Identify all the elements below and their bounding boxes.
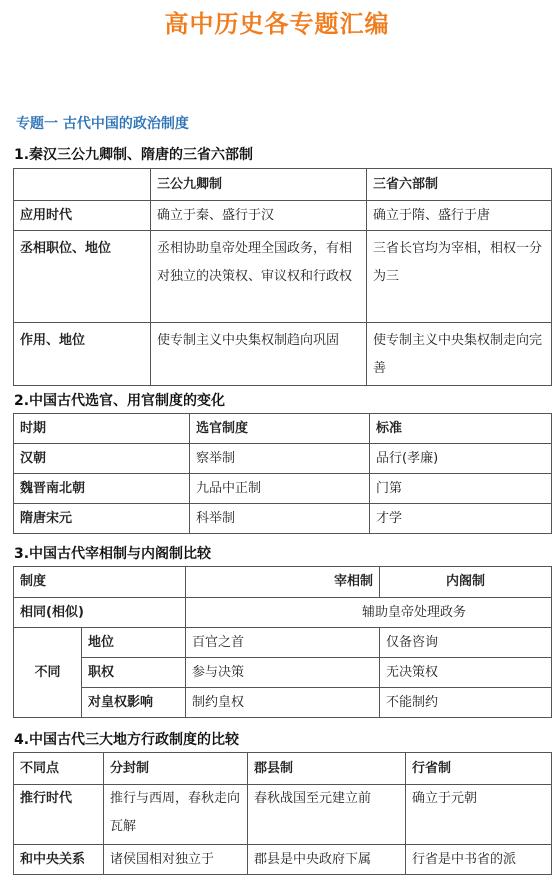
- section-2-heading: 2.中国古代选官、用官制度的变化: [14, 393, 226, 409]
- table-cell: 九品中正制: [190, 474, 370, 504]
- table-header-cell: 三公九卿制: [151, 169, 367, 201]
- table-header-cell: 郡县制: [248, 753, 406, 785]
- table-cell: 推行与西周，春秋走向瓦解: [104, 785, 248, 845]
- table-header-cell: 行省制: [406, 753, 552, 785]
- row-label: 推行时代: [14, 785, 104, 845]
- row-sublabel: 对皇权影响: [82, 688, 186, 718]
- table-cell: 确立于秦、盛行于汉: [151, 201, 367, 231]
- table-cell: 行省是中书省的派: [406, 845, 552, 875]
- table-row: [14, 231, 552, 323]
- table-row: [14, 201, 552, 231]
- section-4-heading: 4.中国古代三大地方行政制度的比较: [14, 732, 240, 748]
- table-cell: 丞相协助皇帝处理全国政务，有相对独立的决策权、审议权和行政权: [151, 231, 367, 323]
- table-header-cell: 制度: [14, 567, 186, 598]
- table-cell: 不能制约: [380, 688, 552, 718]
- table-cell: 才学: [370, 504, 552, 534]
- row-label: 魏晋南北朝: [14, 474, 190, 504]
- row-sublabel: 职权: [82, 658, 186, 688]
- table-cell: 确立于元朝: [406, 785, 552, 845]
- table-header-cell: 时期: [14, 414, 190, 444]
- row-label: 不同: [14, 628, 82, 718]
- table-cell: 三省长官均为宰相，相权一分为三: [367, 231, 552, 323]
- table-header-cell: 宰相制: [186, 567, 380, 598]
- table-header-row: [14, 567, 552, 598]
- table-sanGong-sanSheng: [13, 168, 552, 386]
- table-row: [14, 323, 552, 386]
- table-row: [14, 598, 552, 628]
- table-row: [14, 504, 552, 534]
- table-cell: 使专制主义中央集权制走向完善: [367, 323, 552, 386]
- row-label: 汉朝: [14, 444, 190, 474]
- table-header-cell: 选官制度: [190, 414, 370, 444]
- table-header-cell: 分封制: [104, 753, 248, 785]
- row-label: 隋唐宋元: [14, 504, 190, 534]
- table-row: [14, 785, 552, 845]
- table-cell: 仅备咨询: [380, 628, 552, 658]
- topic-heading: 专题一 古代中国的政治制度: [16, 116, 189, 132]
- table-row: [14, 845, 552, 875]
- table-cell: 参与决策: [186, 658, 380, 688]
- table-cell: 察举制: [190, 444, 370, 474]
- table-cell-empty: [14, 169, 151, 201]
- section-1-heading: 1.秦汉三公九卿制、隋唐的三省六部制: [14, 147, 254, 163]
- row-sublabel: 地位: [82, 628, 186, 658]
- table-cell: 春秋战国至元建立前: [248, 785, 406, 845]
- section-3-heading: 3.中国古代宰相制与内阁制比较: [14, 546, 212, 562]
- table-local-administration: [13, 752, 552, 875]
- row-label: 应用时代: [14, 201, 151, 231]
- table-header-cell: 标准: [370, 414, 552, 444]
- table-header-row: [14, 169, 552, 201]
- table-header-row: [14, 414, 552, 444]
- table-cell: 郡县是中央政府下属: [248, 845, 406, 875]
- page-title: 高中历史各专题汇编: [164, 10, 390, 38]
- table-cell: 门第: [370, 474, 552, 504]
- table-cell: 无决策权: [380, 658, 552, 688]
- row-label: 丞相职位、地位: [14, 231, 151, 323]
- row-label: 和中央关系: [14, 845, 104, 875]
- table-row: [14, 444, 552, 474]
- table-header-row: [14, 753, 552, 785]
- table-cell: 品行(孝廉): [370, 444, 552, 474]
- table-cell: 诸侯国相对独立于: [104, 845, 248, 875]
- table-header-cell: 三省六部制: [367, 169, 552, 201]
- row-label: 作用、地位: [14, 323, 151, 386]
- table-row: [14, 688, 552, 718]
- table-row: [14, 658, 552, 688]
- table-cell: 使专制主义中央集权制趋向巩固: [151, 323, 367, 386]
- table-cell: 确立于隋、盛行于唐: [367, 201, 552, 231]
- table-cell: 辅助皇帝处理政务: [186, 598, 552, 628]
- table-cell: 百官之首: [186, 628, 380, 658]
- row-label: 相同(相似): [14, 598, 186, 628]
- table-row: [14, 474, 552, 504]
- table-cell: 科举制: [190, 504, 370, 534]
- table-prime-minister-cabinet: [13, 566, 552, 718]
- table-cell: 制约皇权: [186, 688, 380, 718]
- table-row: [14, 628, 552, 658]
- table-header-cell: 内阁制: [380, 567, 552, 598]
- table-selection-system: [13, 413, 552, 534]
- table-header-cell: 不同点: [14, 753, 104, 785]
